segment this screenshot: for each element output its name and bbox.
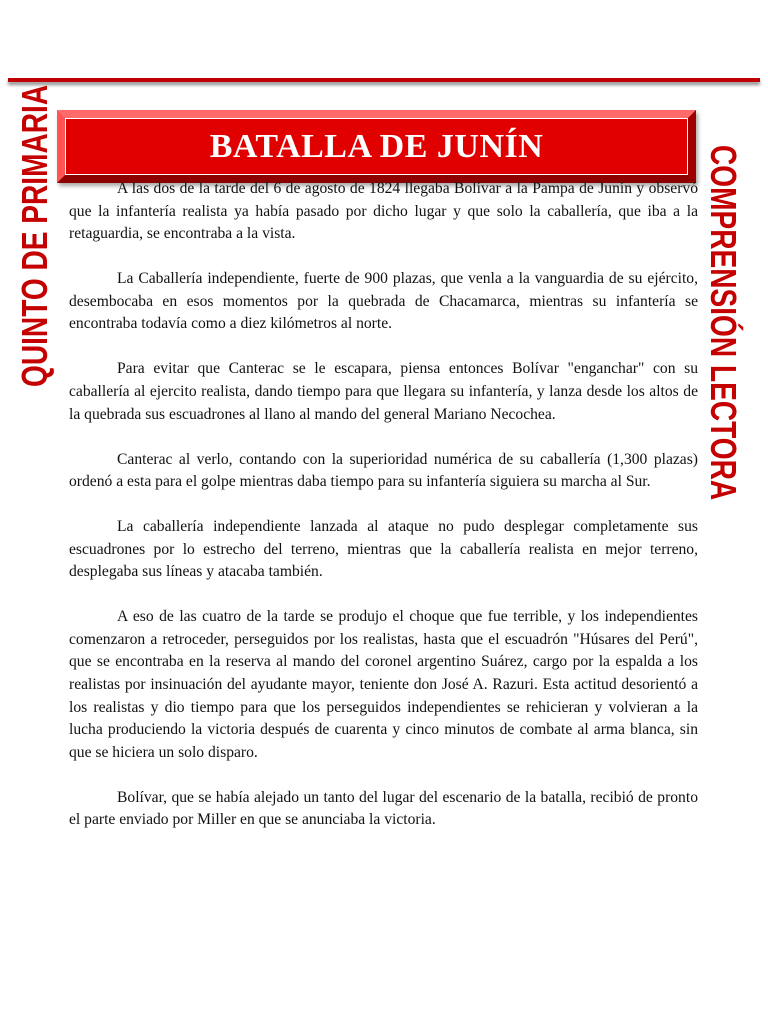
paragraph-5: La caballería independiente lanzada al ataque no pudo desplegar completamente sus escuadrones por lo estrecho del terreno, mientras que la caballería realista en mejor terreno, desplegaba sus líneas y atacaba también.: [69, 518, 698, 581]
title-banner-frame: [65, 118, 688, 175]
subject-label: COMPRENSIÓN LECTORA: [703, 145, 744, 501]
paragraph-6: A eso de las cuatro de la tarde se produjo el choque que fue terrible, y los independientes comenzaron a retroceder, perseguidos por los realistas, hasta que el escuadrón "Húsares del Perú", que se encontraba en la reserva al mando del coronel argentino Suárez, cargo por la espalda a los realistas por insinuación del ayudante mayor, teniente don José A. Razuri. Esta actitud desorientó a los realistas y dio tiempo para que los perseguidos independientes se rehicieran y volvieran a la lucha produciendo la victoria después de cuarenta y cinco minutos de combate al arma blanca, sin que se hiciera un solo disparo.: [69, 608, 698, 761]
paragraph-3: Para evitar que Canterac se le escapara, piensa entonces Bolívar "enganchar" con su caballería al ejercito realista, dando tiempo para que llegara su infantería, y lanza desde los altos de la quebrada sus escuadrones al llano al mando del general Mariano Necochea.: [69, 360, 698, 423]
reading-text: [69, 178, 698, 854]
paragraph-1: A las dos de la tarde del 6 de agosto de 1824 llegaba Bolívar a la Pampa de Junín y observó que la infantería realista ya había pasado por dicho lugar y que solo la caballería, que iba a la retaguardia, se encontraba a la vista.: [69, 180, 698, 243]
paragraph-4: Canterac al verlo, contando con la superioridad numérica de su caballería (1,300 plazas) ordenó a esta para el golpe mientras daba tiempo para su infantería siguiera su marcha al Sur.: [69, 450, 698, 491]
title-banner: [57, 110, 696, 183]
page-title: BATALLA DE JUNÍN: [209, 127, 544, 165]
header-divider: [8, 78, 760, 82]
paragraph-7: Bolívar, que se había alejado un tanto del lugar del escenario de la batalla, recibió de pronto el parte enviado por Miller en que se anunciaba la victoria.: [69, 788, 698, 829]
grade-label: QUINTO DE PRIMARIA: [14, 84, 55, 388]
paragraph-2: La Caballería independiente, fuerte de 900 plazas, que venla a la vanguardia de su ejército, desembocaba en esos momentos por la quebrada de Chacamarca, mientras su infantería se encontraba todavía como a diez kilómetros al norte.: [69, 270, 698, 333]
